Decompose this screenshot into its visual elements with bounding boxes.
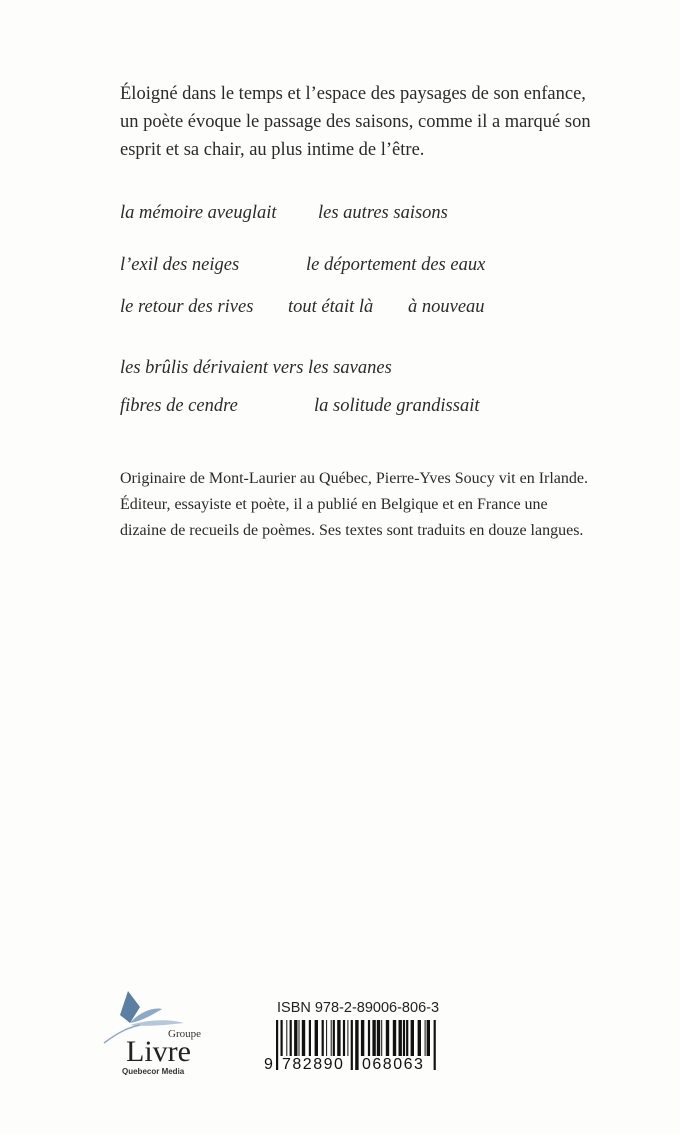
barcode-bar bbox=[427, 1020, 430, 1060]
poem-fragment: fibres de cendre bbox=[120, 396, 238, 416]
barcode-bar bbox=[377, 1020, 380, 1060]
barcode-bar bbox=[333, 1020, 335, 1060]
barcode-digit: 9 bbox=[264, 1056, 273, 1070]
barcode-digits: 068063 bbox=[362, 1056, 425, 1070]
poem-fragment: à nouveau bbox=[408, 297, 485, 317]
author-bio: Originaire de Mont-Laurier au Québec, Pierre-Yves Soucy vit en Irlande. Éditeur, essayiste et poète, il a publié en Belgique et en France une dizaine de recueils de poèmes. Ses textes sont traduits en douze langues. bbox=[120, 470, 588, 539]
barcode-bar bbox=[326, 1020, 327, 1060]
svg-text:Groupe: Groupe bbox=[168, 1028, 201, 1040]
barcode-bar bbox=[403, 1020, 405, 1060]
barcode-bar bbox=[434, 1020, 436, 1070]
barcode-bar bbox=[355, 1020, 358, 1070]
barcode-bar bbox=[290, 1020, 292, 1060]
barcode-bar bbox=[331, 1020, 332, 1060]
barcode-bar bbox=[418, 1020, 421, 1060]
barcode-bar bbox=[322, 1020, 324, 1060]
leaf-icon bbox=[100, 985, 210, 1075]
poem-fragment: la mémoire aveuglait bbox=[120, 203, 277, 223]
publisher-logo bbox=[100, 985, 210, 1075]
barcode-bar bbox=[294, 1020, 297, 1060]
barcode-bar bbox=[337, 1020, 340, 1060]
barcode-bar bbox=[299, 1020, 300, 1060]
barcode bbox=[262, 1020, 522, 1070]
barcode-bar bbox=[411, 1020, 414, 1060]
barcode-bar bbox=[372, 1020, 375, 1060]
barcode-bar bbox=[343, 1020, 345, 1060]
poem-fragment: tout était là bbox=[288, 297, 374, 317]
poem-fragment: le déportement des eaux bbox=[306, 255, 486, 275]
poem-fragment: la solitude grandissait bbox=[314, 396, 480, 416]
barcode-bar bbox=[406, 1020, 408, 1060]
poem-fragment: l’exil des neiges bbox=[120, 255, 240, 275]
barcode-bar bbox=[351, 1020, 353, 1070]
poem-fragment: les brûlis dérivaient vers les savanes bbox=[120, 358, 392, 378]
barcode-bar bbox=[347, 1020, 348, 1060]
poem-fragment: le retour des rives bbox=[120, 297, 254, 317]
isbn-label: ISBN 978-2-89006-806-3 bbox=[277, 1000, 440, 1016]
barcode-bar bbox=[281, 1020, 283, 1060]
poem-fragment: les autres saisons bbox=[318, 203, 448, 223]
svg-text:Livre: Livre bbox=[126, 1035, 191, 1068]
barcode-bar bbox=[393, 1020, 396, 1060]
barcode-bar bbox=[309, 1020, 311, 1060]
barcode-bar bbox=[386, 1020, 389, 1060]
svg-text:Quebecor Media: Quebecor Media bbox=[122, 1067, 185, 1075]
barcode-bar bbox=[399, 1020, 402, 1060]
barcode-bar bbox=[425, 1020, 426, 1060]
barcode-bar bbox=[286, 1020, 287, 1060]
blurb-paragraph: Éloigné dans le temps et l’espace des paysages de son enfance, un poète évoque le passage des saisons, comme il a marqué son esprit et sa chair, au plus intime de l’être. bbox=[120, 84, 591, 160]
barcode-bar bbox=[368, 1020, 370, 1060]
barcode-bar bbox=[315, 1020, 318, 1060]
barcode-bar bbox=[381, 1020, 382, 1060]
barcode-bar bbox=[276, 1020, 278, 1070]
barcode-bar bbox=[361, 1020, 364, 1060]
barcode-digits: 782890 bbox=[282, 1056, 345, 1070]
barcode-bar bbox=[302, 1020, 305, 1060]
